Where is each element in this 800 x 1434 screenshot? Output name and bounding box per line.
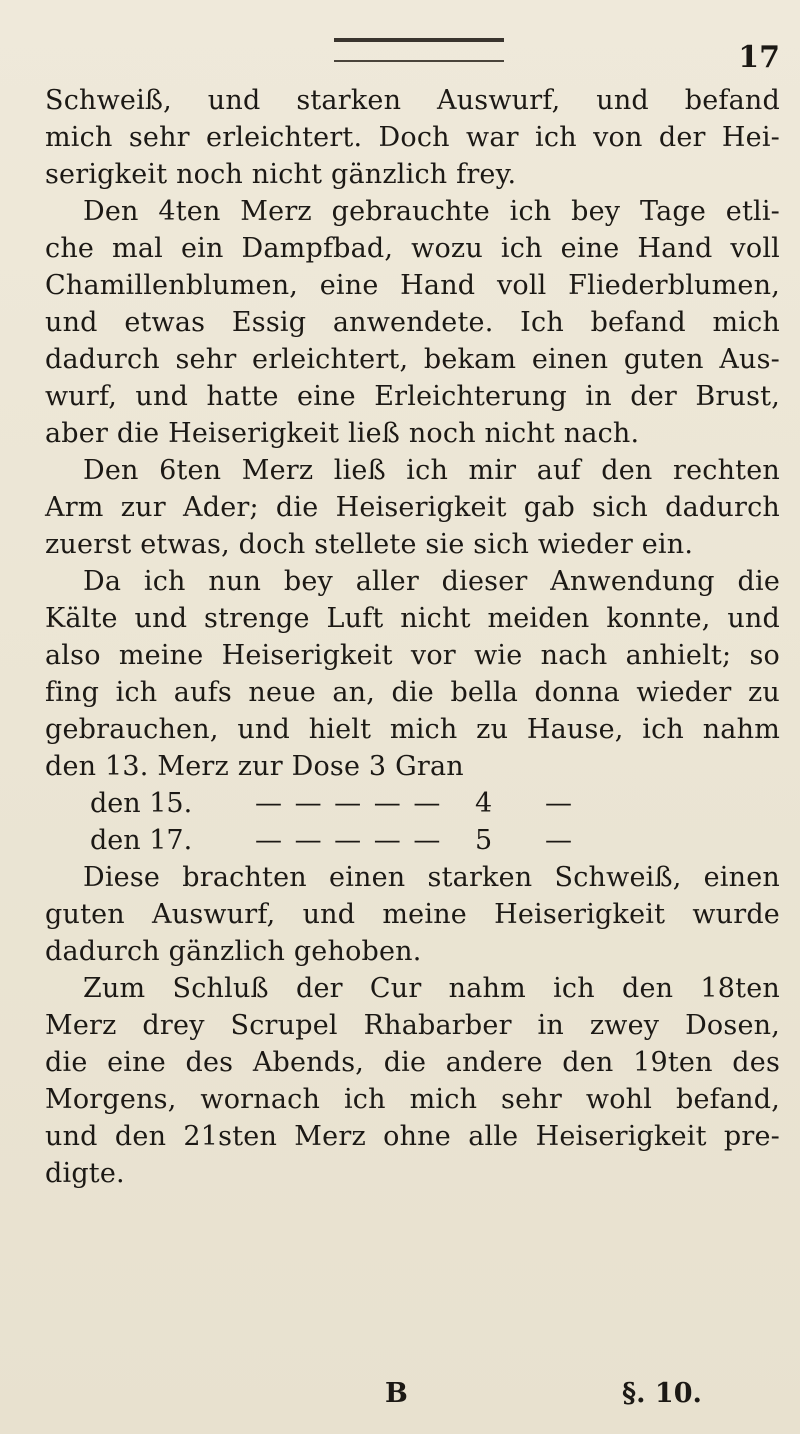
dose-tail: — [545,825,572,856]
dose-day: den 17. [90,825,193,856]
page-number: 17 [738,40,780,75]
text-line: Den 6ten Merz ließ ich mir auf den rechten [83,455,780,486]
text-line: wurf, und hatte eine Erleichterung in der Brust, [45,381,780,412]
text-line: Diese brachten einen starken Schweiß, einen [83,862,780,893]
text-line: serigkeit noch nicht gänzlich frey. [45,159,517,190]
text-line: Zum Schluß der Cur nahm ich den 18ten [83,973,780,1004]
text-line: gebrauchen, und hielt mich zu Hause, ich nahm [45,714,780,745]
dose-day: den 15. [90,788,193,819]
header-rule [334,38,504,42]
text-line: Merz drey Scrupel Rhabarber in zwey Dosen, [45,1010,780,1041]
page-footer [0,1378,800,1418]
text-line: Arm zur Ader; die Heiserigkeit gab sich dadurch [45,492,780,523]
text-line: digte. [45,1158,125,1189]
signature-mark: B [385,1378,408,1409]
text-line: mich sehr erleichtert. Doch war ich von der Hei- [45,122,780,153]
dose-tail: — [545,788,572,819]
text-line: die eine des Abends, die andere den 19ten des [45,1047,780,1078]
dose-dashes: — — — — — [255,825,443,856]
text-line: dadurch gänzlich gehoben. [45,936,422,967]
dose-line [45,822,780,859]
dose-amount: 5 [475,825,493,856]
dose-amount: 4 [475,788,493,819]
text-line: che mal ein Dampfbad, wozu ich eine Hand voll [45,233,780,264]
text-line: Den 4ten Merz gebrauchte ich bey Tage etli- [83,196,780,227]
text-line: Morgens, wornach ich mich sehr wohl befand, [45,1084,780,1115]
body-text [45,82,780,1192]
text-line: aber die Heiserigkeit ließ noch nicht nach. [45,418,640,449]
dose-dashes: — — — — — [255,788,443,819]
text-line: fing ich aufs neue an, die bella donna wieder zu [45,677,780,708]
text-line: und etwas Essig anwendete. Ich befand mich [45,307,780,338]
catchword: §. 10. [622,1378,702,1409]
text-line: dadurch sehr erleichtert, bekam einen guten Aus- [45,344,780,375]
text-line: Da ich nun bey aller dieser Anwendung die [83,566,780,597]
text-line: den 13. Merz zur Dose 3 Gran [45,751,464,782]
header-rule-thin [334,60,504,62]
text-line: Kälte und strenge Luft nicht meiden konnte, und [45,603,780,634]
text-line: also meine Heiserigkeit vor wie nach anhielt; so [45,640,780,671]
text-line: zuerst etwas, doch stellete sie sich wieder ein. [45,529,694,560]
text-line: und den 21sten Merz ohne alle Heiserigkeit pre- [45,1121,780,1152]
text-line: guten Auswurf, und meine Heiserigkeit wurde [45,899,780,930]
text-line: Chamillenblumen, eine Hand voll Fliederblumen, [45,270,780,301]
dose-line [45,785,780,822]
text-line: Schweiß, und starken Auswurf, und befand [45,85,780,116]
